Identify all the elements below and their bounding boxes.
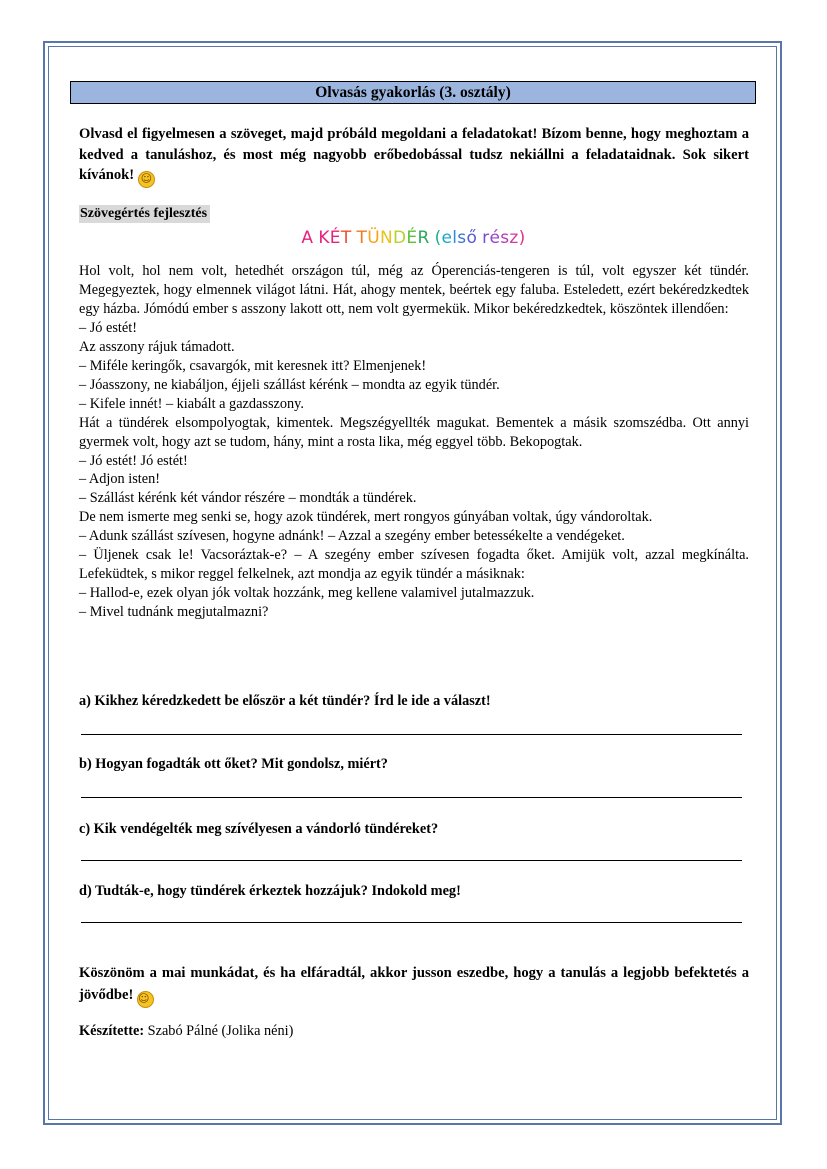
worksheet-title: Olvasás gyakorlás (3. osztály)	[70, 81, 756, 104]
story-title-letter: A	[301, 228, 314, 248]
story-paragraph: – Adjon isten!	[79, 471, 161, 488]
story-title-letter: R	[417, 228, 430, 248]
story-title-letter: é	[489, 228, 501, 248]
story-title-letter: ő	[466, 228, 478, 248]
story-paragraph: Hol volt, hol nem volt, hetedhét országon túl, még az Óperenciás-tengeren is túl, volt egyszer két tündér. Megegyeztek, hogy elmennek világot látni. Hát, ahogy mentek, beértek egy faluba. Esteledett, ezért bekéredzkedtek egy házba. Jómódú ember s asszony lakott ott, nem volt gyermekük. Mikor bekéredzkedtek, köszöntek illendően:	[79, 263, 749, 317]
story-paragraph: Hát a tündérek elsompolyogtak, kimentek. Megszégyellték magukat. Bementek a másik szomszédba. Ott annyi gyermek volt, hogy azt se tudom, hány, mint a rosta lika, még eggyel több. Bekopogtak.	[79, 414, 749, 450]
answer-line-d[interactable]	[81, 922, 742, 923]
author-name: Szabó Pálné (Jolika néni)	[144, 1023, 294, 1039]
story-title-letter: z	[509, 228, 519, 248]
story-title-letter: T	[356, 228, 368, 248]
question-a: a) Kikhez kéredzkedett be először a két tündér? Írd le ide a választ!	[79, 693, 491, 709]
story-paragraph: – Üljenek csak le! Vacsoráztak-e? – A szegény ember szívesen fogadta őket. Amijük volt, azzal megkínálta. Lefeküdtek, s mikor reggel felkelnek, azt mondja az egyik tündér a másiknak:	[79, 547, 749, 583]
story-title-letter: )	[518, 228, 526, 248]
story-title-letter: É	[406, 228, 418, 248]
story-text	[79, 262, 749, 622]
story-paragraph: – Miféle keringők, csavargók, mit keresnek itt? Elmenjenek!	[79, 357, 427, 374]
author-credit	[79, 1022, 293, 1040]
smiley-icon: ☺	[138, 171, 155, 188]
story-title-letter: s	[457, 228, 467, 248]
story-title-letter: Ü	[367, 228, 380, 248]
story-title-letter: s	[500, 228, 510, 248]
story-title-letter: r	[482, 228, 490, 248]
story-title-letter: (	[434, 228, 442, 248]
story-title-letter: N	[379, 228, 393, 248]
story-paragraph: – Adunk szállást szívesen, hogyne adnánk! – Azzal a szegény ember betessékelte a vendégeket.	[79, 528, 625, 545]
story-title-letter: É	[329, 228, 341, 248]
story-paragraph: – Kifele innét! – kiabált a gazdasszony.	[79, 395, 304, 412]
story-paragraph: – Jóasszony, ne kiabáljon, éjjeli szállást kérénk – mondta az egyik tündér.	[79, 376, 500, 393]
answer-line-a[interactable]	[81, 734, 742, 735]
question-c: c) Kik vendégelték meg szívélyesen a vándorló tündéreket?	[79, 821, 439, 837]
answer-line-b[interactable]	[81, 797, 742, 798]
story-paragraph: Az asszony rájuk támadott.	[79, 338, 235, 355]
smiley-icon: ☺	[137, 991, 154, 1008]
section-label: Szövegértés fejlesztés	[79, 205, 210, 223]
story-title-letter: T	[340, 228, 352, 248]
story-title-letter: e	[441, 228, 453, 248]
intro-text	[79, 124, 749, 188]
author-label: Készítette:	[79, 1023, 145, 1039]
story-paragraph: – Jó estét!	[79, 319, 137, 336]
question-b: b) Hogyan fogadták ott őket? Mit gondolsz, miért?	[79, 756, 388, 772]
story-title-letter: K	[318, 228, 330, 248]
question-d: d) Tudták-e, hogy tündérek érkeztek hozzájuk? Indokold meg!	[79, 883, 461, 899]
story-paragraph: – Szállást kérénk két vándor részére – mondták a tündérek.	[79, 490, 417, 507]
story-paragraph: – Hallod-e, ezek olyan jók voltak hozzánk, meg kellene valamivel jutalmazzuk.	[79, 585, 535, 602]
story-title-letter: D	[393, 228, 407, 248]
story-paragraph: – Jó estét! Jó estét!	[79, 452, 188, 469]
story-title-letter: l	[452, 228, 458, 248]
intro-text-content: Olvasd el figyelmesen a szöveget, majd próbáld megoldani a feladatokat! Bízom benne, hogy meghoztam a kedved a tanuláshoz, és most még nagyobb erőbedobással tudsz nekiállni a feladataidnak. Sok sikert kívánok!	[79, 126, 749, 184]
story-paragraph: De nem ismerte meg senki se, hogy azok tündérek, mert rongyos gúnyában voltak, úgy vándoroltak.	[79, 509, 653, 526]
outro-text	[79, 963, 749, 1008]
answer-line-c[interactable]	[81, 860, 742, 861]
outro-text-content: Köszönöm a mai munkádat, és ha elfáradtál, akkor jusson eszedbe, hogy a tanulás a legjobb befektetés a jövődbe!	[79, 965, 749, 1003]
story-title	[0, 226, 827, 250]
story-paragraph: – Mivel tudnánk megjutalmazni?	[79, 604, 269, 621]
